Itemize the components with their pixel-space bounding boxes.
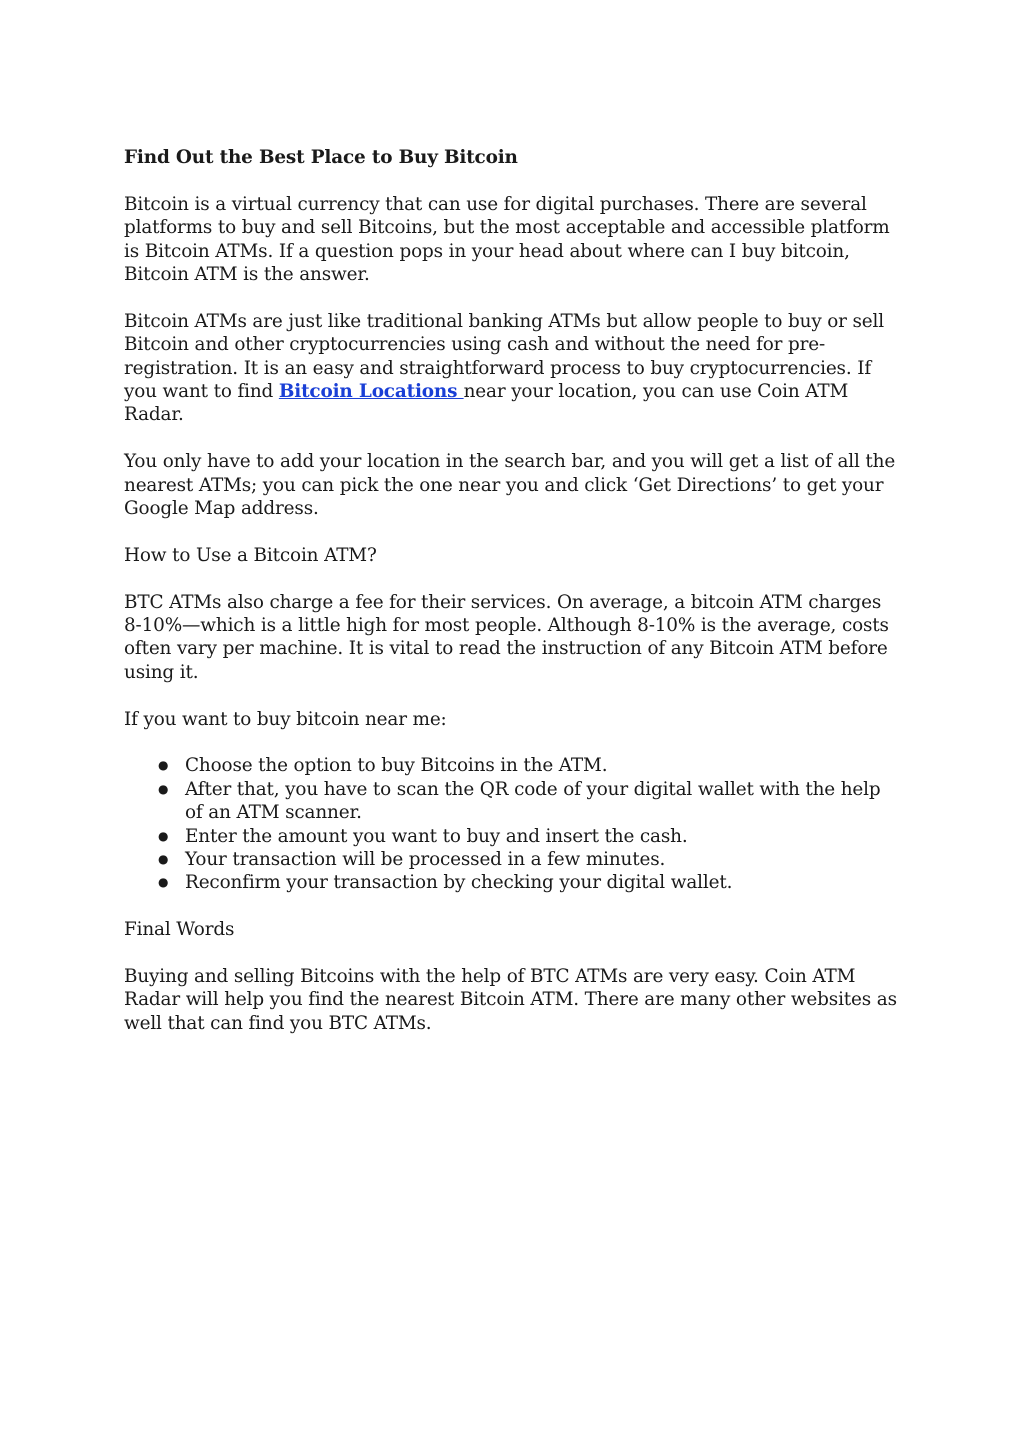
list-item-text: Enter the amount you want to buy and insert the cash. [185,825,688,847]
steps-intro-paragraph: If you want to buy bitcoin near me: [124,708,447,730]
document-page [124,146,899,1059]
document-title: Find Out the Best Place to Buy Bitcoin [124,147,518,168]
list-item [158,778,899,825]
section-heading-final-words: Final Words [124,919,235,941]
intro-paragraph: Bitcoin is a virtual currency that can use for digital purchases. There are several platforms to buy and sell Bitcoins, but the most acceptable and accessible platform is Bitcoin ATMs. If a question pops in your head about where can I buy bitcoin, Bitcoin ATM is the answer. [124,193,890,286]
bitcoin-locations-link[interactable]: Bitcoin Locations [278,381,464,403]
fees-paragraph: BTC ATMs also charge a fee for their services. On average, a bitcoin ATM charges 8-10%—which is a little high for most people. Although 8-10% is the average, costs often vary per machine. It is vital to read the instruction of any Bitcoin ATM before using it. [124,591,889,683]
bullet-icon: ● [158,875,169,890]
section-heading-how-to-use: How to Use a Bitcoin ATM? [124,544,377,566]
bullet-icon: ● [158,781,169,796]
steps-list [124,754,899,894]
list-item-text: Reconfirm your transaction by checking your digital wallet. [185,872,733,894]
search-instructions-paragraph: You only have to add your location in the search bar, and you will get a list of all the nearest ATMs; you can pick the one near you and click ‘Get Directions’ to get your Google Map address. [124,451,896,520]
atm-description-text-end: near your location, you can use Coin ATM Radar. [124,381,849,426]
list-item-text: Choose the option to buy Bitcoins in the ATM. [185,755,608,777]
list-item-text: After that, you have to scan the QR code of your digital wallet with the help of an ATM scanner. [185,778,881,824]
atm-description-text: Bitcoin ATMs are just like traditional banking ATMs but allow people to buy or sell Bitcoin and other cryptocurrencies using cash and without the need for pre-registration. It is an easy and straightforward process to buy cryptocurrencies. If you want to find [124,310,884,403]
list-item [158,825,899,848]
bullet-icon: ● [158,828,169,843]
bullet-icon: ● [158,852,169,867]
list-item-text: Your transaction will be processed in a few minutes. [185,849,666,871]
list-item [158,848,899,871]
list-item [158,871,899,894]
conclusion-paragraph: Buying and selling Bitcoins with the help of BTC ATMs are very easy. Coin ATM Radar will help you find the nearest Bitcoin ATM. There are many other websites as well that can find you BTC ATMs. [124,966,897,1034]
bullet-icon: ● [158,758,169,773]
atm-description-paragraph [124,310,899,427]
list-item [158,754,899,777]
